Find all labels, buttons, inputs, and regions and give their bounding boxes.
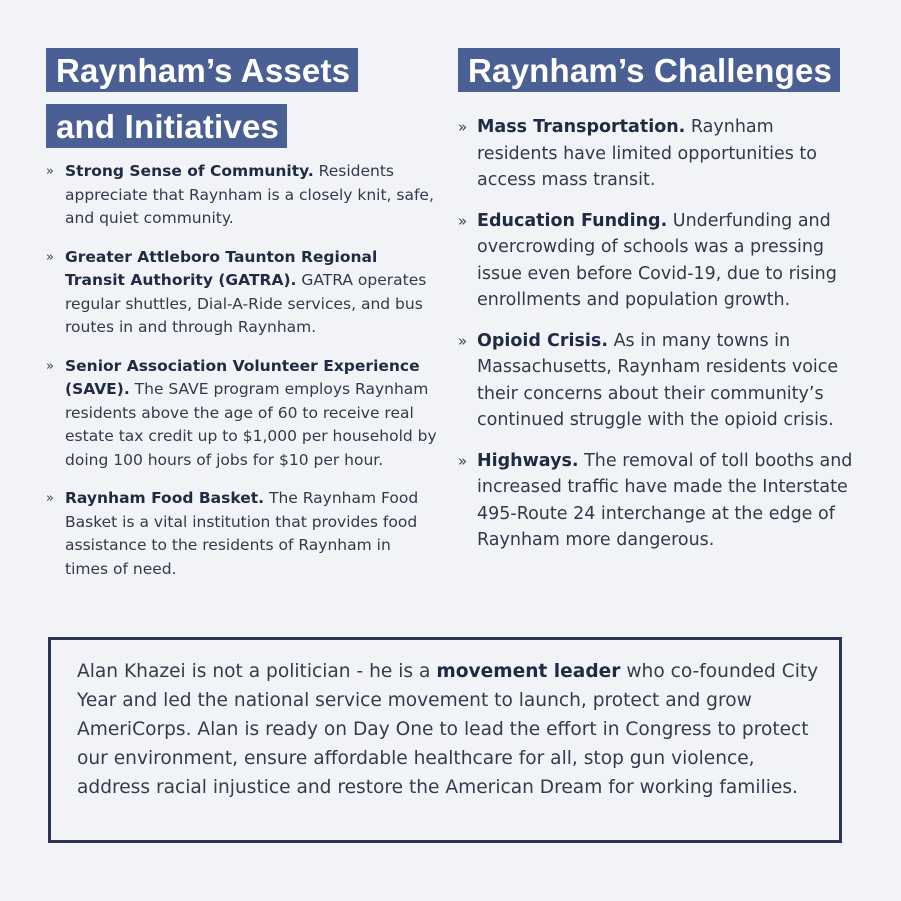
challenges-section [458, 48, 858, 568]
challenges-heading [458, 48, 858, 92]
callout-box [48, 637, 842, 843]
callout-text [77, 657, 819, 802]
item-title: Highways. [477, 450, 579, 471]
list-item [458, 328, 858, 434]
list-item [458, 448, 858, 554]
callout-text-before: Alan Khazei is not a politician - he is a [77, 661, 437, 682]
bullet-icon: » [458, 331, 468, 350]
list-item [46, 487, 438, 581]
bullet-icon: » [46, 249, 54, 265]
list-item [46, 246, 438, 340]
challenges-list [458, 114, 858, 554]
callout-text-after: who co-founded City Year and led the national service movement to launch, protect and grow AmeriCorps. Alan is ready on Day One to lead the effort in Congress to protect our environment, ensure affordable healthcare for all, stop gun violence, address racial injustice and restore the American Dream for working families. [77, 661, 819, 798]
item-title: Senior Association Volunteer Experience (SAVE). [65, 356, 420, 398]
list-item [46, 355, 438, 473]
item-text: The Raynham Food Basket is a vital institution that provides food assistance to the residents of Raynham in times of need. [65, 489, 419, 578]
bullet-icon: » [46, 358, 54, 374]
item-title: Opioid Crisis. [477, 330, 608, 351]
assets-section [46, 48, 438, 596]
bullet-icon: » [458, 451, 468, 470]
assets-heading-line-1: Raynham’s Assets [46, 48, 358, 92]
item-text: GATRA operates regular shuttles, Dial-A-Ride services, and bus routes in and through Raynham. [65, 271, 427, 336]
item-text: Raynham residents have limited opportunities to access mass transit. [477, 117, 817, 190]
assets-heading-line-2: and Initiatives [46, 104, 287, 148]
item-title: Strong Sense of Community. [65, 162, 314, 180]
item-text: Underfunding and overcrowding of schools was a pressing issue even before Covid-19, due to rising enrollments and population growth. [477, 210, 837, 310]
item-text: The removal of toll booths and increased traffic have made the Interstate 495-Route 24 interchange at the edge of Raynham more dangerous. [477, 450, 853, 550]
item-text: As in many towns in Massachusetts, Raynham residents voice their concerns about their community’s continued struggle with the opioid crisis. [477, 330, 839, 430]
item-title: Raynham Food Basket. [65, 489, 265, 507]
item-text: The SAVE program employs Raynham residents above the age of 60 to receive real estate tax credit up to $1,000 per household by doing 100 hours of jobs for $10 per hour. [65, 380, 437, 469]
challenges-heading-line: Raynham’s Challenges [458, 48, 840, 92]
bullet-icon: » [458, 118, 468, 136]
assets-list [46, 160, 438, 581]
list-item [46, 160, 438, 231]
item-title: Mass Transportation. [477, 117, 686, 137]
item-text: Residents appreciate that Raynham is a closely knit, safe, and quiet community. [65, 162, 434, 227]
list-item [458, 208, 858, 314]
item-title: Education Funding. [477, 210, 668, 231]
assets-heading [46, 48, 438, 148]
bullet-icon: » [46, 164, 54, 179]
callout-emphasis: movement leader [436, 661, 621, 682]
bullet-icon: » [458, 211, 468, 230]
list-item [458, 114, 858, 194]
bullet-icon: » [46, 491, 54, 506]
item-title: Greater Attleboro Taunton Regional Transit Authority (GATRA). [65, 247, 378, 289]
